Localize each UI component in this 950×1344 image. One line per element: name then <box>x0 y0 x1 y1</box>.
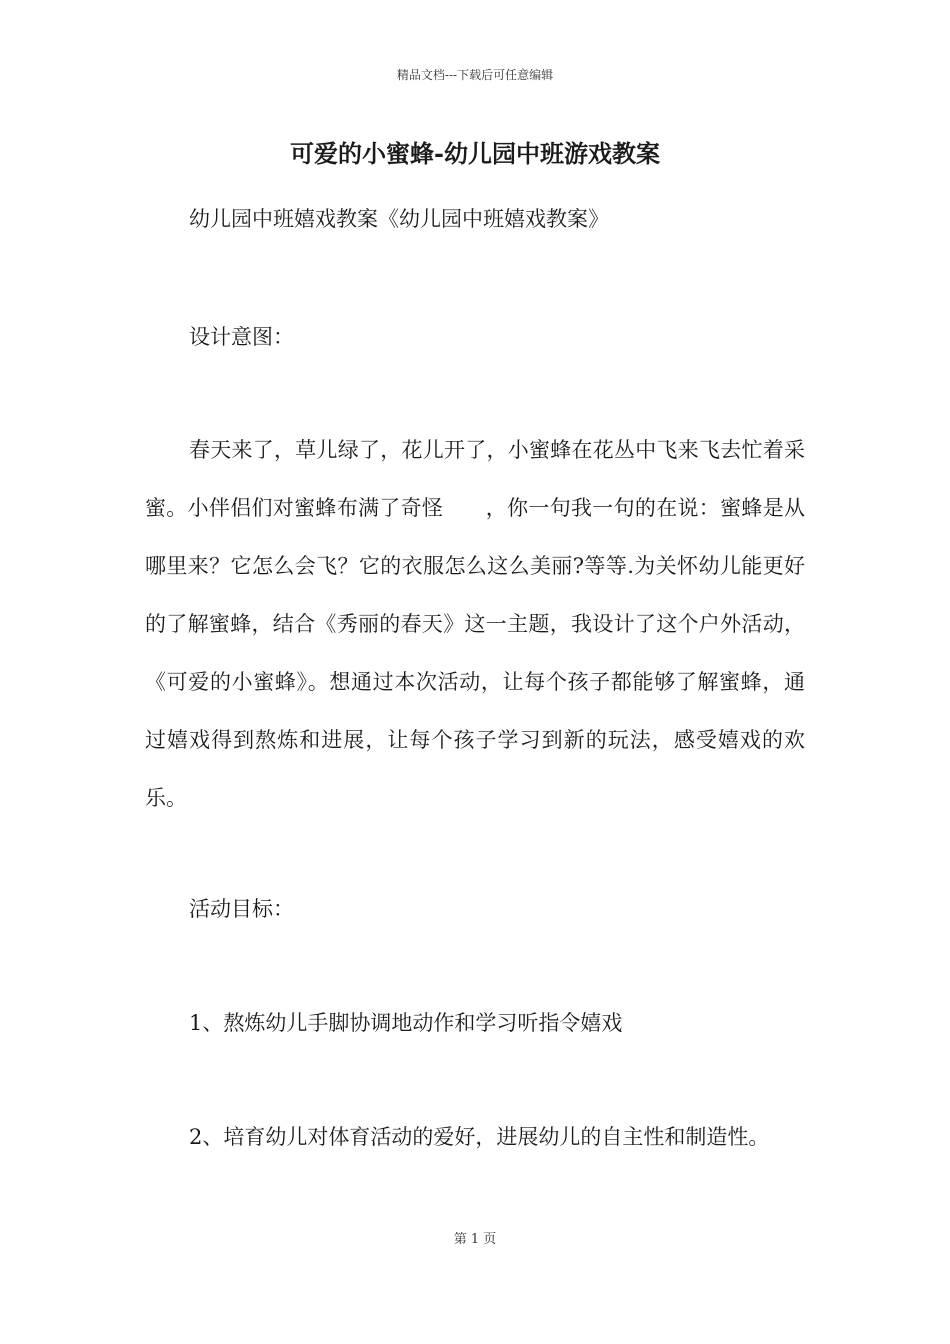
page-header: 精品文档---下载后可任意编辑 <box>396 68 554 82</box>
subtitle-paragraph: 幼儿园中班嬉戏教案《幼儿园中班嬉戏教案》 <box>189 207 609 231</box>
goal-item-2: 2、培育幼儿对体育活动的爱好，进展幼儿的自主性和制造性。 <box>189 1125 770 1149</box>
page-number: 第 1 页 <box>453 1232 497 1247</box>
activity-goals-heading: 活动目标： <box>189 897 294 921</box>
design-intent-heading: 设计意图： <box>189 325 294 349</box>
design-intent-body: 春天来了，草儿绿了，花儿开了，小蜜蜂在花丛中飞来飞去忙着采蜜。小伴侣们对蜜蜂布满了奇怪 ，你一句我一句的在说：蜜蜂是从哪里来？它怎么会飞？它的衣服怎么这么美丽?等等.为关怀幼儿能更好的了解蜜蜂，结合《秀丽的春天》这一主题，我设计了这个户外活动，《可爱的小蜜蜂》。想通过本次活动，让每个孩子都能够了解蜜蜂，通过嬉戏得到熬炼和进展，让每个孩子学习到新的玩法，感受嬉戏的欢乐。 <box>145 438 805 810</box>
goal-item-1: 1、熬炼幼儿手脚协调地动作和学习听指令嬉戏 <box>189 1011 623 1035</box>
document-title: 可爱的小蜜蜂-幼儿园中班游戏教案 <box>290 139 660 168</box>
